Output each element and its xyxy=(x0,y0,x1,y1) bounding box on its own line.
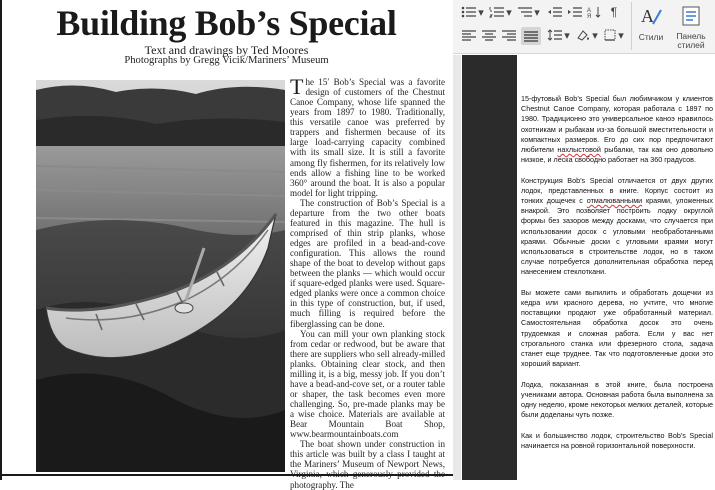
align-center-icon[interactable] xyxy=(481,29,497,43)
paragraph-mark-icon[interactable]: ¶ xyxy=(610,5,618,19)
chevron-down-icon[interactable]: ▾ xyxy=(618,30,624,42)
styles-pane-label[interactable]: Панель стилей xyxy=(676,31,706,50)
shading-icon[interactable] xyxy=(575,29,591,43)
misspelled-word[interactable]: нахлыстовой xyxy=(557,145,601,155)
article-paragraph: The construction of Bob’s Special is a departure from the two other boats featured in this magazine. The hull is comprised of thin strip planks, whose edges are profiled in a bead-and-cove configuration. This allows the round shape of the boat to develop without gaps between the planks — which would occur if square-edged planks were used. Square-edged planks were once a common choice in this type of construction, but, if used, much filling is required before the fiberglassing can be done. xyxy=(290,197,445,329)
page-border xyxy=(0,0,2,480)
chevron-down-icon[interactable]: ▾ xyxy=(534,7,540,19)
article-photo-credit: Photographs by Gregg Vicik/Mariners’ Museum xyxy=(124,55,329,66)
svg-text:A: A xyxy=(641,6,654,26)
document-body[interactable] xyxy=(521,94,713,461)
pasted-image-strip xyxy=(462,55,517,480)
article-paragraph: The 15′ Bob’s Special was a favorite design of customers of the Chestnut Canoe Company, whose life spanned the years from 1897 to 1980. Traditionally, this versatile canoe was preferred by trappers and fishermen because of its large load-carrying capacity combined with its small size. It is still a favorite among fly fishermen, for its relatively low ends allow a fishing line to be worked 360° around the boat. It is also a popular model for light tripping. xyxy=(290,74,445,198)
document-gutter xyxy=(453,55,461,480)
ribbon-separator xyxy=(631,2,632,50)
article-byline: Text and drawings by Ted Moores xyxy=(144,43,309,57)
styles-pane-icon[interactable] xyxy=(679,4,703,30)
borders-icon[interactable] xyxy=(603,29,617,43)
align-right-icon[interactable] xyxy=(501,29,517,43)
ribbon-toolbar xyxy=(453,0,715,54)
indent-decrease-icon[interactable] xyxy=(547,6,563,20)
article-paragraph: You can mill your own planking stock from cedar or redwood, but be aware that there are suppliers who sell already-milled planks. Obtaining clear stock, and then milling it, is a big, messy job. If you don’t have a bead-and-cove set, or a router table or shaper, the task becomes even more challenging. So, pre-made planks may be a wise choice. Materials are available at Bear Mountain Boat Shop, www.bearmountainboats.com xyxy=(290,328,445,440)
list-bullets-icon[interactable] xyxy=(461,6,477,20)
multilevel-list-icon[interactable] xyxy=(517,6,533,20)
article-paragraph: The boat shown under construction in this article was built by a class I taught at the Mariners’ Museum of Newport News, photography. The xyxy=(290,439,445,490)
document-paragraph[interactable]: Конструкция Bob’s Special отличается от двух других лодок, представленных в книге. Корпус состоит из тонких дощечек с отмалюванными краями, уложенных внакрой. Это позволяет построить лодку округлой формы без зазоров между досками, что случается при использовании досок с угловыми необработанными краями. Обычные доски с угловыми краями могут использоваться в строительстве лодок, но в таком случае потребуется дополнительная обработка перед нанесением стеклоткани. xyxy=(521,175,713,277)
indent-increase-icon[interactable] xyxy=(567,6,583,20)
misspelled-word[interactable]: отмалюванными xyxy=(586,196,643,206)
page-border xyxy=(0,474,453,476)
chevron-down-icon[interactable]: ▾ xyxy=(506,7,512,19)
svg-text:A: A xyxy=(587,8,592,14)
sort-icon[interactable] xyxy=(587,6,603,20)
document-paragraph[interactable]: Вы можете сами выпилить и обработать дощечки из кедра или красного дерева, но учтите, что многие поставщики продают уже обработанный материал. Самостоятельная обработка досок это очень трудоемкая и сложная работа. Если у вас нет строгального станка или фрезерного стола, задача станет еще труднее. Так что подготовленные доски это хороший вариант. xyxy=(521,287,713,369)
canoe-photo xyxy=(36,80,285,472)
document-paragraph[interactable]: Лодка, показанная в этой книге, была построена учениками автора. Основная работа была выполнена за одну неделю, кроме некоторых мелких деталей, которые были доделаны чуть позже. xyxy=(521,379,713,420)
article-body xyxy=(290,74,445,490)
align-left-icon[interactable] xyxy=(461,29,477,43)
list-numbers-icon[interactable] xyxy=(489,6,505,20)
canoe-photo-image xyxy=(36,80,285,472)
styles-label[interactable]: Стили xyxy=(638,32,664,42)
chevron-down-icon[interactable]: ▾ xyxy=(564,30,570,42)
document-paragraph[interactable]: Как и большинство лодок, строительство Bob’s Special начинается на ровной горизонтальной поверхности. xyxy=(521,430,713,450)
chevron-down-icon[interactable]: ▾ xyxy=(478,7,484,19)
line-spacing-icon[interactable] xyxy=(547,29,563,43)
svg-text:Я: Я xyxy=(587,14,592,20)
justify-icon[interactable] xyxy=(521,27,541,45)
chevron-down-icon[interactable]: ▾ xyxy=(592,30,598,42)
document-paragraph[interactable]: 15-футовый Bob’s Special был любимчиком у клиентов Chestnut Canoe Company, которая работала с 1897 по 1980. Традиционно это универсальное каноэ нравилось охотникам и рыбакам из-за большой вместительности и компактных размеров. Его до сих пор предпочитают любители нахлыстовой рыбалки, так как оно довольно низкое, и леска свободно работает на 360 градусов. xyxy=(521,94,713,165)
styles-icon[interactable] xyxy=(639,4,663,30)
article-title: Building Bob’s Special xyxy=(56,3,397,43)
